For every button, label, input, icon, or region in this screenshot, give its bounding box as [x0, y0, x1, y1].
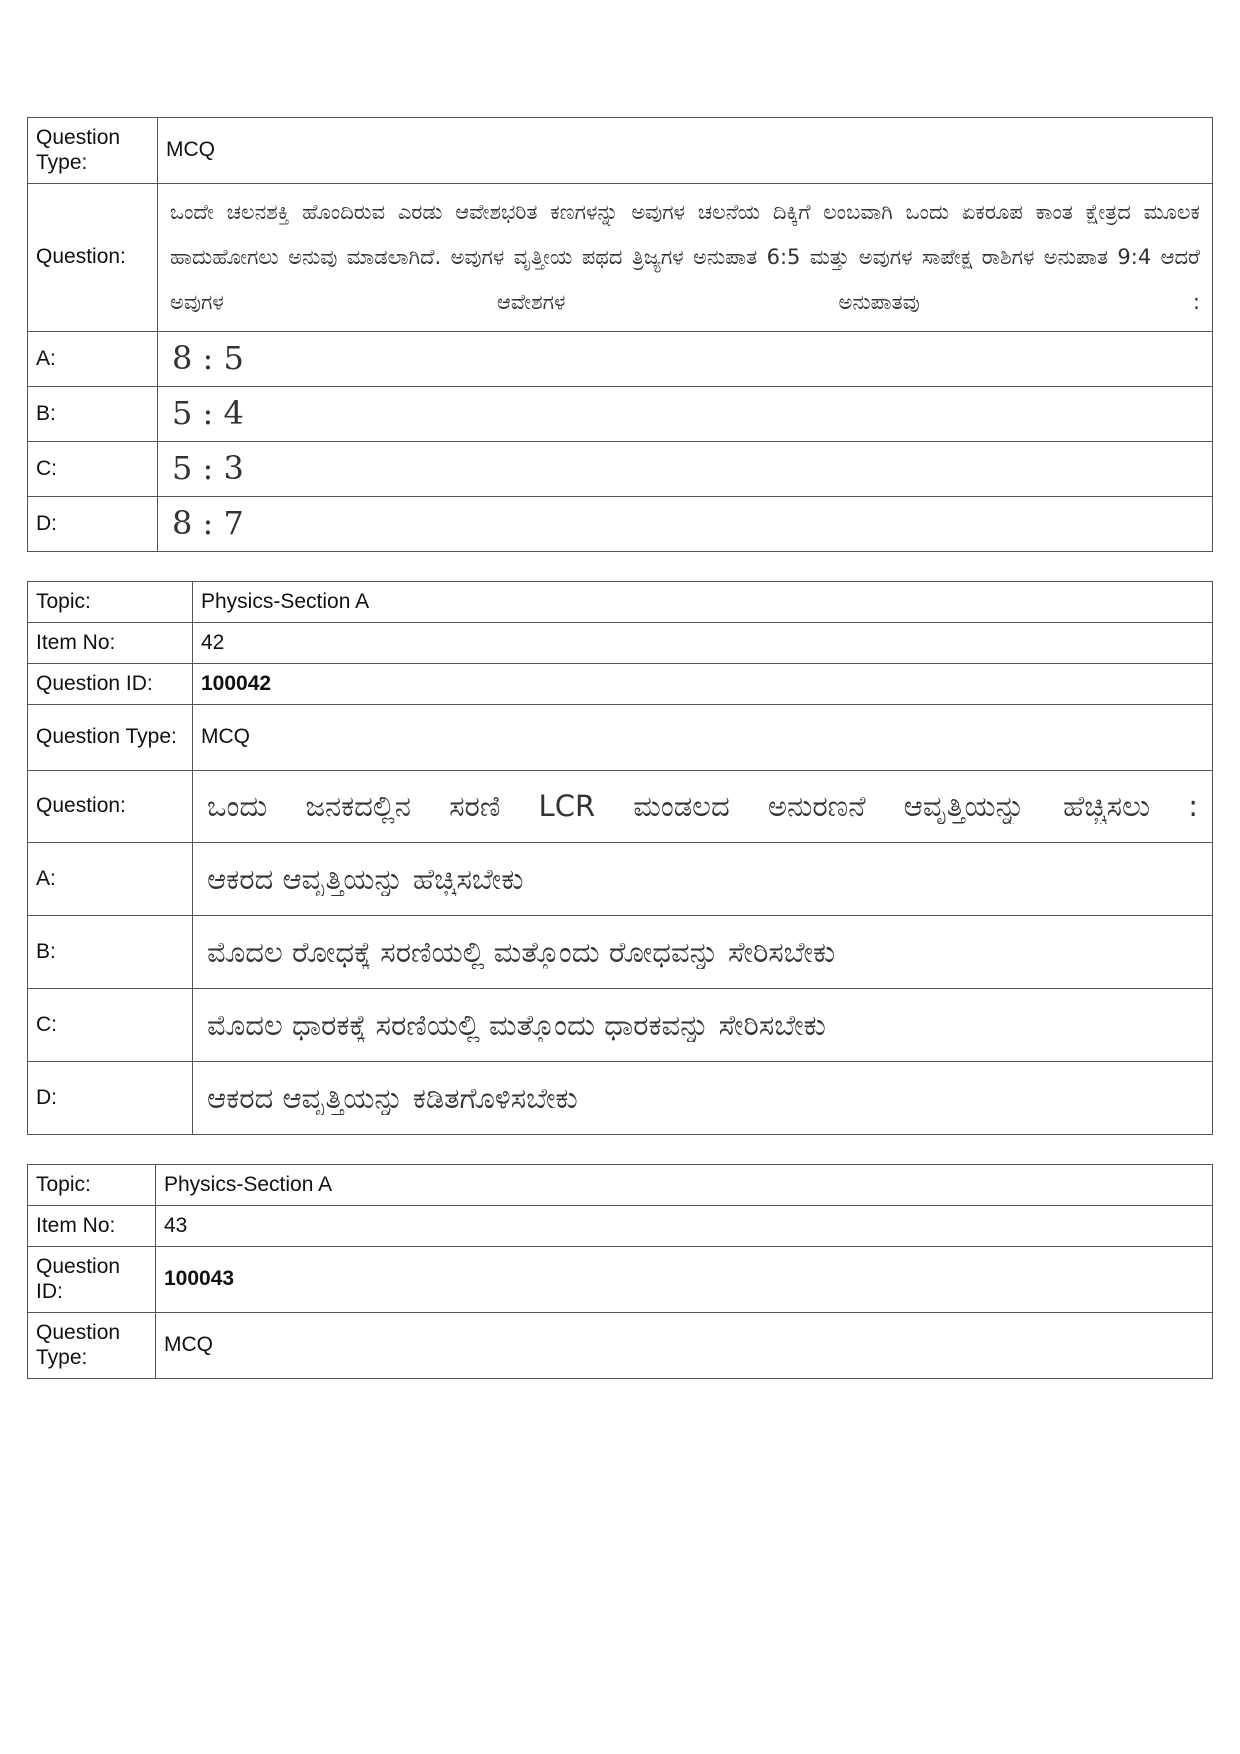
option-label-c: C: [28, 442, 158, 497]
option-text-c: ಮೊದಲ ಧಾರಕಕ್ಕೆ ಸರಣಿಯಲ್ಲಿ ಮತ್ತೊಂದು ಧಾರಕವನ್ನು ಸೇರಿಸಬೇಕು [207, 1007, 826, 1042]
option-row-d [28, 1062, 1213, 1135]
question-id-value: 100043 [156, 1247, 1213, 1313]
question-row [28, 184, 1213, 332]
topic-value: Physics-Section A [193, 582, 1213, 623]
option-row-b [28, 387, 1213, 442]
option-cell-b [193, 916, 1213, 989]
question-type-row [28, 118, 1213, 184]
option-row-c [28, 442, 1213, 497]
option-row-b [28, 916, 1213, 989]
question-block-42 [27, 581, 1213, 1135]
question-type-label: Question Type: [28, 1313, 156, 1379]
item-no-label: Item No: [28, 1206, 156, 1247]
question-type-row [28, 1313, 1213, 1379]
question-block-41 [27, 117, 1213, 552]
option-label-b: B: [28, 387, 158, 442]
option-label-d: D: [28, 497, 158, 552]
option-row-a [28, 843, 1213, 916]
question-id-label: Question ID: [28, 664, 193, 705]
option-label-b: B: [28, 916, 193, 989]
topic-row [28, 1165, 1213, 1206]
topic-label: Topic: [28, 582, 193, 623]
question-text-cell [158, 184, 1213, 332]
option-label-c: C: [28, 989, 193, 1062]
option-cell-d [193, 1062, 1213, 1135]
question-type-label: Question Type: [28, 118, 158, 184]
option-text-c: 5 : 3 [172, 449, 244, 488]
question-id-label: Question ID: [28, 1247, 156, 1313]
item-no-row [28, 623, 1213, 664]
option-cell-b [158, 387, 1213, 442]
option-cell-c [158, 442, 1213, 497]
option-row-d [28, 497, 1213, 552]
topic-value: Physics-Section A [156, 1165, 1213, 1206]
question-id-value: 100042 [193, 664, 1213, 705]
item-no-label: Item No: [28, 623, 193, 664]
item-no-value: 42 [193, 623, 1213, 664]
question-id-row [28, 664, 1213, 705]
option-label-a: A: [28, 332, 158, 387]
option-cell-a [193, 843, 1213, 916]
option-label-a: A: [28, 843, 193, 916]
question-label: Question: [28, 771, 193, 843]
question-block-43 [27, 1164, 1213, 1379]
option-text-d: ಆಕರದ ಆವೃತ್ತಿಯನ್ನು ಕಡಿತಗೊಳಿಸಬೇಕು [207, 1080, 578, 1115]
option-cell-a [158, 332, 1213, 387]
question-type-value: MCQ [156, 1313, 1213, 1379]
question-text-cell [193, 771, 1213, 843]
question-row [28, 771, 1213, 843]
option-text-a: 8 : 5 [172, 339, 244, 378]
question-text: ಒಂದೇ ಚಲನಶಕ್ತಿ ಹೊಂದಿರುವ ಎರಡು ಆವೇಶಭರಿತ ಕಣಗಳನ್ನು ಅವುಗಳ ಚಲನೆಯ ದಿಕ್ಕಿಗೆ ಲಂಬವಾಗಿ ಒಂದು ಏಕರೂಪ ಕಾಂತ ಕ್ಷೇತ್ರದ ಮೂಲಕ ಹಾದುಹೋಗಲು ಅನುವು ಮಾಡಲಾಗಿದೆ. ಅವುಗಳ ವೃತ್ತೀಯ ಪಥದ ತ್ರಿಜ್ಯಗಳ ಅನುಪಾತ 6:5 ಮತ್ತು ಅವುಗಳ ಸಾಪೇಕ್ಷ ರಾಶಿಗಳ ಅನುಪಾತ 9:4 ಆದರೆ ಅವುಗಳ ಆವೇಶಗಳ ಅನುಪಾತವು : [170, 200, 1200, 314]
topic-label: Topic: [28, 1165, 156, 1206]
option-text-a: ಆಕರದ ಆವೃತ್ತಿಯನ್ನು ಹೆಚ್ಚಿಸಬೇಕು [207, 861, 524, 896]
option-text-b: 5 : 4 [172, 394, 244, 433]
option-label-d: D: [28, 1062, 193, 1135]
topic-row [28, 582, 1213, 623]
option-text-d: 8 : 7 [172, 504, 244, 543]
option-row-c [28, 989, 1213, 1062]
option-cell-d [158, 497, 1213, 552]
option-cell-c [193, 989, 1213, 1062]
option-row-a [28, 332, 1213, 387]
question-id-row [28, 1247, 1213, 1313]
question-type-label: Question Type: [28, 705, 193, 771]
question-text: ಒಂದು ಜನಕದಲ್ಲಿನ ಸರಣಿ LCR ಮಂಡಲದ ಅನುರಣನೆ ಆವೃತ್ತಿಯನ್ನು ಹೆಚ್ಚಿಸಲು : [207, 789, 1198, 824]
question-label: Question: [28, 184, 158, 332]
question-type-value: MCQ [158, 118, 1213, 184]
item-no-value: 43 [156, 1206, 1213, 1247]
question-type-value: MCQ [193, 705, 1213, 771]
option-text-b: ಮೊದಲ ರೋಧಕ್ಕೆ ಸರಣಿಯಲ್ಲಿ ಮತ್ತೊಂದು ರೋಧವನ್ನು ಸೇರಿಸಬೇಕು [207, 934, 836, 969]
item-no-row [28, 1206, 1213, 1247]
question-type-row [28, 705, 1213, 771]
